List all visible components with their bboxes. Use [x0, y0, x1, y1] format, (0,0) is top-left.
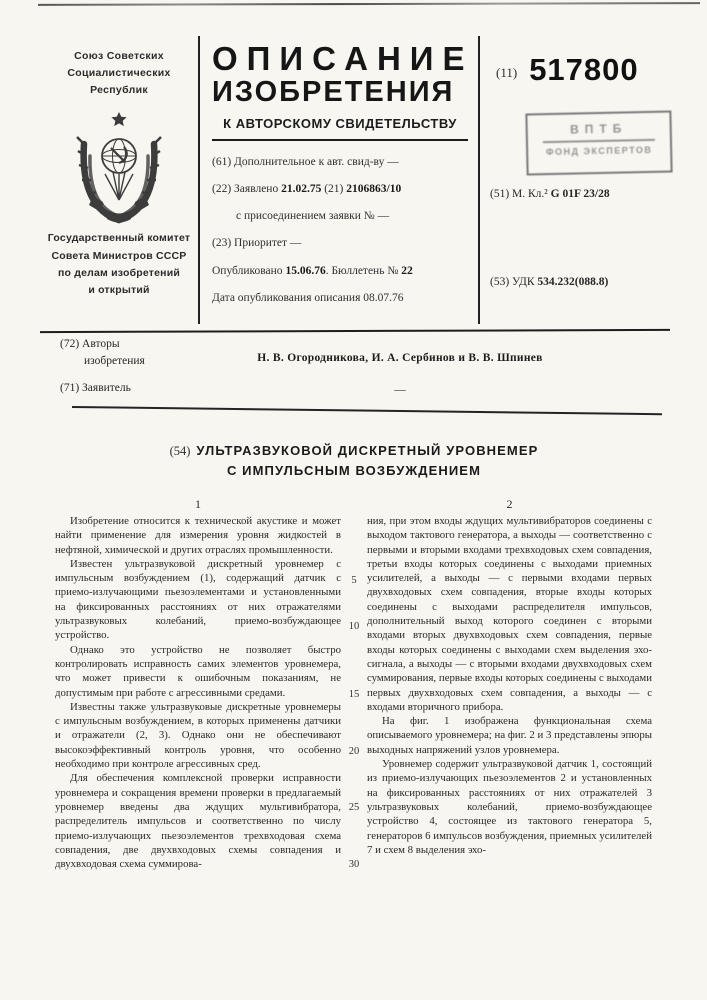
authors-row [60, 336, 660, 378]
field-description-date: Дата опубликования описания 08.07.76 [212, 292, 404, 305]
stamp-line2: ФОНД ЭКСПЕРТОВ [545, 144, 653, 157]
committee-line: Государственный комитет [47, 232, 191, 245]
committee-line: по делам изобретений [57, 267, 181, 280]
publication-number-row [496, 52, 639, 88]
stamp-divider [543, 139, 655, 143]
text-column-1 [55, 514, 341, 871]
text-column-2 [367, 514, 652, 871]
title-text-line2: С ИМПУЛЬСНЫМ ВОЗБУЖДЕНИЕМ [226, 463, 482, 479]
paragraph: Известен ультразвуковой дискретный уровнемер с импульсным возбуждением (1), содержащий датчик с приемо-излучающими пьезоэлементами и установленными на фиксированных расстояниях от них отражателями ультразвуковых колебаний, приемо-возбуждающее устройство. [55, 557, 341, 642]
field-application-label: (21) [321, 182, 347, 195]
publisher-block [40, 36, 198, 324]
line-number: 30 [348, 859, 360, 870]
authors-label-line2: изобретения [84, 355, 145, 368]
invention-title [80, 441, 628, 482]
body-text-section [55, 497, 652, 871]
field-joined-application: с присоединением заявки № — [236, 210, 390, 223]
horizontal-rule-middle [72, 406, 662, 415]
field-ipc-class [490, 188, 610, 200]
publication-number: 517800 [529, 52, 639, 87]
country-line: Республик [90, 83, 148, 96]
country-line: Социалистических [67, 66, 171, 79]
field-udk [490, 276, 608, 288]
authors-names: Н. В. Огородникова, И. А. Сербинов и В. В. Шпинев [257, 352, 543, 364]
paragraph: На фиг. 1 изображена функциональная схема описываемого уровнемера; на фиг. 2 и 3 представлены эпюры выходных напряжений узлов уровнемера. [367, 715, 652, 756]
line-number: 15 [348, 689, 360, 700]
scan-artifact-line [38, 2, 700, 6]
title-text-line1: УЛЬТРАЗВУКОВОЙ ДИСКРЕТНЫЙ УРОВНЕМЕР [196, 443, 539, 458]
applicant-label: (71) Заявитель [60, 382, 131, 394]
masthead-title-line1: ОПИСАНИЕ [212, 40, 474, 77]
udk-value: 534.232(088.8) [537, 276, 609, 288]
committee-line: Совета Министров СССР [51, 249, 187, 262]
title-code-label: (54) [169, 444, 191, 458]
country-line: Союз Советских [74, 50, 164, 62]
invention-title-line1 [80, 441, 628, 461]
people-section [60, 336, 660, 402]
column1-page-number: 1 [195, 497, 201, 511]
committee-name [40, 230, 198, 299]
masthead-subtitle: К АВТОРСКОМУ СВИДЕТЕЛЬСТВУ [212, 116, 468, 141]
paragraph: Известны также ультразвуковые дискретные уровнемеры с импульсным возбуждением, в которых применены датчики и отражатели (2, 3). Однако они не обеспечивают высокоэффективный контроль уровня, что особенно необходимо при контроле агрессивных сред. [55, 700, 341, 771]
stamp-line1: ВПТБ [569, 121, 628, 137]
paragraph: ния, при этом входы ждущих мультивибраторов соединены с выходом тактового генератора, а выходы — соответственно с первыми и вторыми входами трехвходовых схем совпадения, третьи входы которых соединены с выходами приемных усилителей, а выходы — с первыми входами первых двухвходовых схем совпадения, вторые входы которых соединены с выходами распределителя импульсов, дополнительный выход которого соединен с вторыми входами вторых двухвходовых схем совпадения, первые входы которых соединены с выходами схем выделения эхо-сигнала, а выходы — с вторыми входами двухвходовых схем суммирования, первые входы которых соединены с выходами первых двухвходовых схем совпадения, а выходы — с входами вторичного прибора. [367, 515, 652, 713]
ussr-coat-of-arms-icon [69, 108, 169, 224]
published-date: 15.06.76 [285, 264, 326, 277]
applicant-value: — [394, 384, 406, 396]
published-label: Опубликовано [212, 264, 286, 277]
applicant-row [60, 378, 660, 402]
column-page-numbers [55, 497, 652, 512]
committee-line: и открытий [88, 284, 150, 297]
column2-page-number: 2 [506, 497, 513, 511]
line-number: 10 [348, 621, 360, 632]
ipc-label: (51) М. Кл.² [490, 188, 548, 200]
line-number: 5 [351, 575, 357, 586]
paragraph: Уровнемер содержит ультразвуковой датчик 1, состоящий из приемо-излучающих пьезоэлементов 2 и установленных на фиксированных расстояниях от них отражателей 3 ультразвуковых колебаний, приемо-возбуждающее устройство 4, состоящее из тактового генератора 5, генераторов 6 импульсов возбуждения, приемных усилителей 7 и схем 8 выделения эхо- [367, 758, 652, 856]
bibliographic-fields [212, 154, 478, 308]
field-filing-label: (22) Заявлено [212, 182, 282, 195]
bulletin-number: 22 [401, 264, 413, 277]
field-published [212, 263, 478, 281]
field-priority: (23) Приоритет — [212, 237, 302, 250]
authors-label-line1: (72) Авторы [60, 338, 120, 350]
bulletin-label: . Бюллетень № [325, 264, 402, 277]
document-header [40, 36, 670, 324]
filing-date: 21.02.75 [281, 182, 322, 195]
ipc-value: G 01F 23/28 [547, 188, 610, 200]
line-number: 25 [348, 802, 360, 813]
publication-number-label: (11) [496, 65, 518, 80]
masthead-block [198, 36, 480, 324]
application-number: 2106863/10 [346, 182, 402, 195]
authors-label [60, 336, 145, 371]
paragraph: Изобретение относится к технической акустике и может найти применение для измерения уровня жидкостей в нефтяной, химической и других отраслях промышленности. [55, 515, 341, 556]
paragraph: Однако это устройство не позволяет быстро контролировать исправность самих элементов уровнемера, что может привести к ошибочным показаниям, не допустимым при работе с агрессивными средами. [55, 643, 341, 699]
horizontal-rule-top [40, 329, 670, 333]
library-stamp [525, 110, 672, 175]
masthead-title-line2: ИЗОБРЕТЕНИЯ [212, 75, 455, 108]
country-name [40, 48, 198, 98]
line-number: 20 [348, 746, 360, 757]
field-additional-to-cert: (61) Дополнительное к авт. свид-ву — [212, 155, 399, 168]
udk-label: (53) УДК [490, 276, 538, 288]
paragraph: Для обеспечения комплексной проверки исправности уровнемера и сокращения времени проверки в предлагаемый уровнемер введены два ждущих мультивибратора, распределитель импульсов и соответственно по числу приемо-излучающих пьезоэлементов трехвходовая схема совпадения, две двухвходовых схемы совпадения и двухвходовая схема суммирова- [55, 772, 341, 871]
header-right-block [480, 36, 670, 324]
field-filing [212, 181, 478, 199]
